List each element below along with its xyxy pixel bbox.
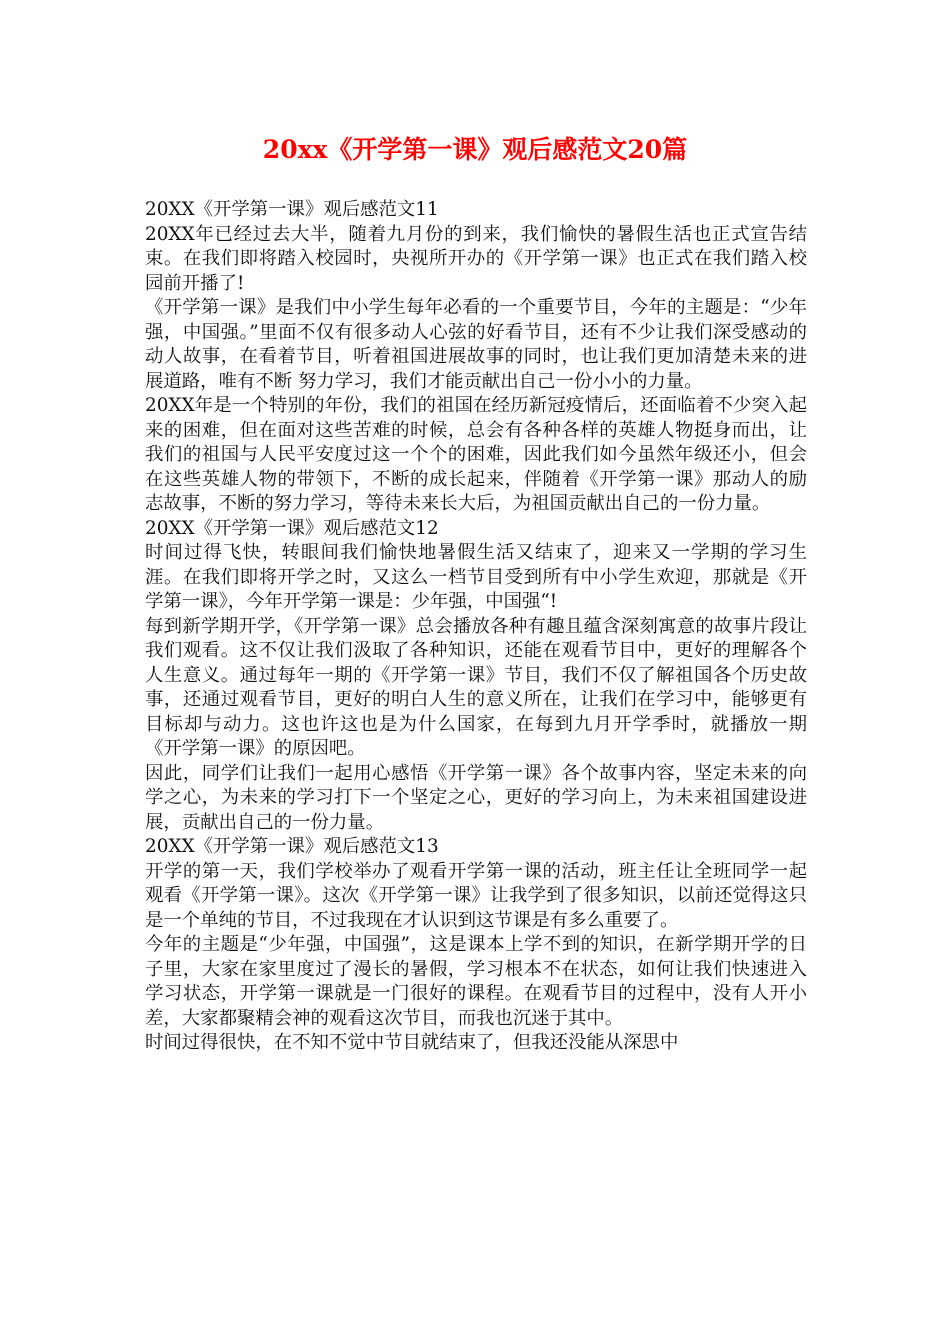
paragraph: 20XX年是一个特别的年份，我们的祖国在经历新冠疫情后，还面临着不少突入起来的困难，但在面对这些苦难的时候，总会有各种各样的英雄人物挺身而出，让我们的祖国与人民平安度过这一个个的困难，因此我们如今虽然年级还小，但会在这些英雄人物的带领下，不断的成长起来，伴随着《开学第一课》那动人的励志故事，不断的努力学习，等待未来长大后，为祖国贡献出自己的一份力量。 xyxy=(145,395,807,514)
paragraph: 开学的第一天，我们学校举办了观看开学第一课的活动，班主任让全班同学一起观看《开学第一课》。这次《开学第一课》让我学到了很多知识，以前还觉得这只是一个单纯的节目，不过我现在才认识到这节课是有多么重要了。 xyxy=(145,860,807,931)
paragraph: 时间过得很快，在不知不觉中节目就结束了，但我还没能从深思中 xyxy=(145,1032,679,1053)
paragraph: 时间过得飞快，转眼间我们愉快地暑假生活又结束了，迎来又一学期的学习生涯。在我们即将开学之时，又这么一档节目受到所有中小学生欢迎，那就是《开学第一课》，今年开学第一课是：少年强，中国强“! xyxy=(145,542,807,612)
paragraph: 今年的主题是“少年强，中国强”，这是课本上学不到的知识，在新学期开学的日子里，大家在家里度过了漫长的暑假，学习根本不在状态，如何让我们快速进入学习状态，开学第一课就是一门很好的课程。在观看节目的过程中，没有人开小差，大家都聚精会神的观看这次节目，而我也沉迷于其中。 xyxy=(145,934,807,1029)
paragraph: 因此，同学们让我们一起用心感悟《开学第一课》各个故事内容，坚定未来的向学之心，为未来的学习打下一个坚定之心，更好的学习向上，为未来祖国建设进展，贡献出自己的一份力量。 xyxy=(145,762,807,833)
section-heading-13: 20XX《开学第一课》观后感范文13 xyxy=(145,836,439,857)
paragraph: 每到新学期开学，《开学第一课》总会播放各种有趣且蕴含深刻寓意的故事片段让我们观看。这不仅让我们汲取了各种知识，还能在观看节目中，更好的理解各个人生意义。通过每年一期的《开学第一课》节目，我们不仅了解祖国各个历史故事，还通过观看节目，更好的明白人生的意义所在，让我们在学习中，能够更有目标却与动力。这也许这也是为什么国家，在每到九月开学季时，就播放一期《开学第一课》的原因吧。 xyxy=(145,615,807,759)
paragraph: 20XX年已经过去大半，随着九月份的到来，我们愉快的暑假生活也正式宣告结束。在我们即将踏入校园时，央视所开办的《开学第一课》也正式在我们踏入校园前开播了! xyxy=(145,223,807,294)
document-title: 20xx《开学第一课》观后感范文20篇 xyxy=(262,135,688,164)
paragraph: 《开学第一课》是我们中小学生每年必看的一个重要节目，今年的主题是：“少年强，中国强。”里面不仅有很多动人心弦的好看节目，还有不少让我们深受感动的动人故事，在看着节目，听着祖国进展故事的同时，也让我们更加清楚未来的进展道路，唯有不断 努力学习，我们才能贡献出自己一份小小的力量。 xyxy=(145,297,807,392)
document-body xyxy=(145,198,807,1056)
section-heading-11: 20XX《开学第一课》观后感范文11 xyxy=(145,199,439,220)
section-heading-12: 20XX《开学第一课》观后感范文12 xyxy=(145,517,439,539)
